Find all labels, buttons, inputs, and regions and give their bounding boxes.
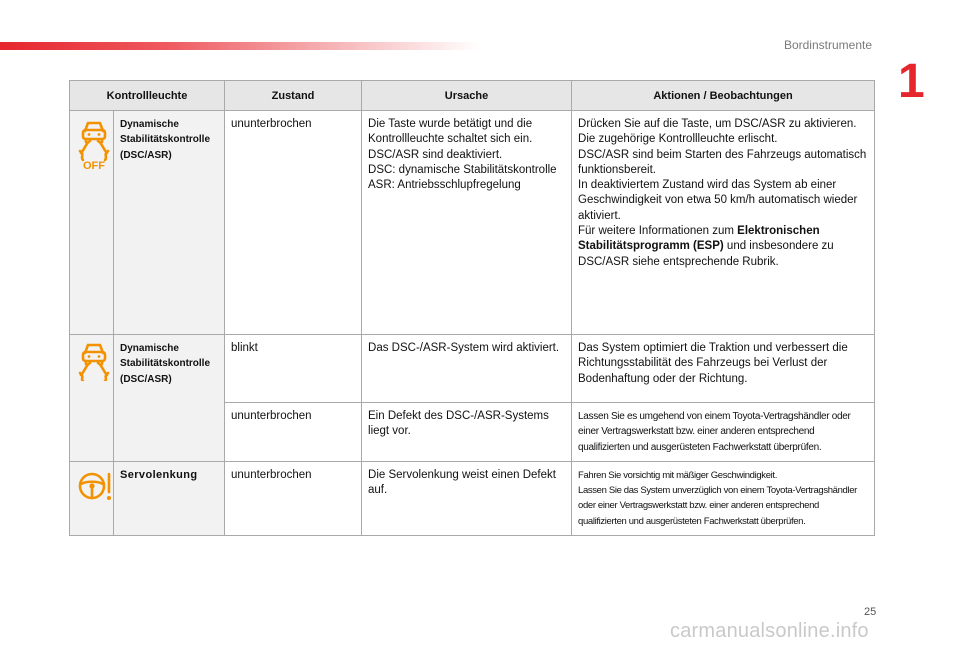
page-number: 25 [864,606,877,618]
action-line: In deaktiviertem Zustand wird das System ab einer Geschwindigkeit von etwa 50 km/h automatisch wieder aktiviert. [578,179,858,222]
indicator-icon-cell [70,461,114,535]
cause-cell [362,111,572,335]
column-header-actions: Aktionen / Beobachtungen [572,81,875,111]
cause-cell: Das DSC-/ASR-System wird aktiviert. [362,335,572,403]
column-header-cause: Ursache [362,81,572,111]
indicator-name: Dynamische Stabilitätskontrolle (DSC/ASR) [114,111,225,335]
esp-off-warning-icon [76,117,112,171]
cause-line: DSC/ASR sind deaktiviert. [368,148,503,161]
table-row [70,335,875,403]
action-line: Fahren Sie vorsichtig mit mäßiger Geschwindigkeit. [578,469,777,481]
action-cell: Das System optimiert die Traktion und verbessert die Richtungsstabilität des Fahrzeugs bei Verlust der Bodenhaftung oder der Richtung. [572,335,875,403]
action-line: DSC/ASR sind beim Starten des Fahrzeugs automatisch funktionsbereit. [578,148,867,176]
action-line: Drücken Sie auf die Taste, um DSC/ASR zu aktivieren. Die zugehörige Kontrollleuchte erlischt. [578,118,857,146]
indicator-icon-cell [70,335,114,462]
action-ref-prefix: Für weitere Informationen zum [578,225,734,238]
indicator-name: Dynamische Stabilitätskontrolle (DSC/ASR) [114,335,225,462]
section-title: Bordinstrumente [783,38,872,52]
column-header-indicator: Kontrollleuchte [70,81,225,111]
action-line: Lassen Sie das System unverzüglich von einem Toyota-Vertragshändler oder einer Vertragswerkstatt bzw. einer anderen entsprechend qualifizierten und ausgerüsteten Fachwerkstatt überprüfen. [578,485,857,527]
cause-cell: Die Servolenkung weist einen Defekt auf. [362,461,572,535]
cause-line: DSC: dynamische Stabilitätskontrolle [368,163,557,176]
table-header-row [70,81,875,111]
indicator-icon-cell [70,111,114,335]
chapter-number: 1 [898,55,925,108]
state-cell: ununterbrochen [225,461,362,535]
column-header-state: Zustand [225,81,362,111]
state-cell: ununterbrochen [225,403,362,462]
indicator-name: Servolenkung [114,461,225,535]
state-cell: ununterbrochen [225,111,362,335]
cause-line: Die Taste wurde betätigt und die Kontrollleuchte schaltet sich ein. [368,118,533,146]
table-row [70,111,875,335]
header-accent-bar [0,42,480,50]
watermark: carmanualsonline.info [670,620,869,642]
cause-cell: Ein Defekt des DSC-/ASR-Systems liegt vor. [362,403,572,462]
action-cell [572,461,875,535]
esp-skid-icon [76,341,112,381]
icon-off-label: OFF [83,160,105,171]
state-cell: blinkt [225,335,362,403]
table-row [70,461,875,535]
power-steering-warning-icon [76,468,116,504]
action-cell [572,111,875,335]
action-ref-suffix: und insbesondere zu DSC/ASR siehe entsprechende Rubrik. [578,240,834,268]
action-ref-bold: Elektronischen Stabilitätsprogramm (ESP) [578,225,820,253]
warning-lights-table [69,80,875,536]
cause-line: ASR: Antriebsschlupfregelung [368,179,521,192]
action-cell: Lassen Sie es umgehend von einem Toyota-Vertragshändler oder einer Vertragswerkstatt bzw. einer anderen entsprechend qualifizierten und ausgerüsteten Fachwerkstatt überprüfen. [572,403,875,462]
